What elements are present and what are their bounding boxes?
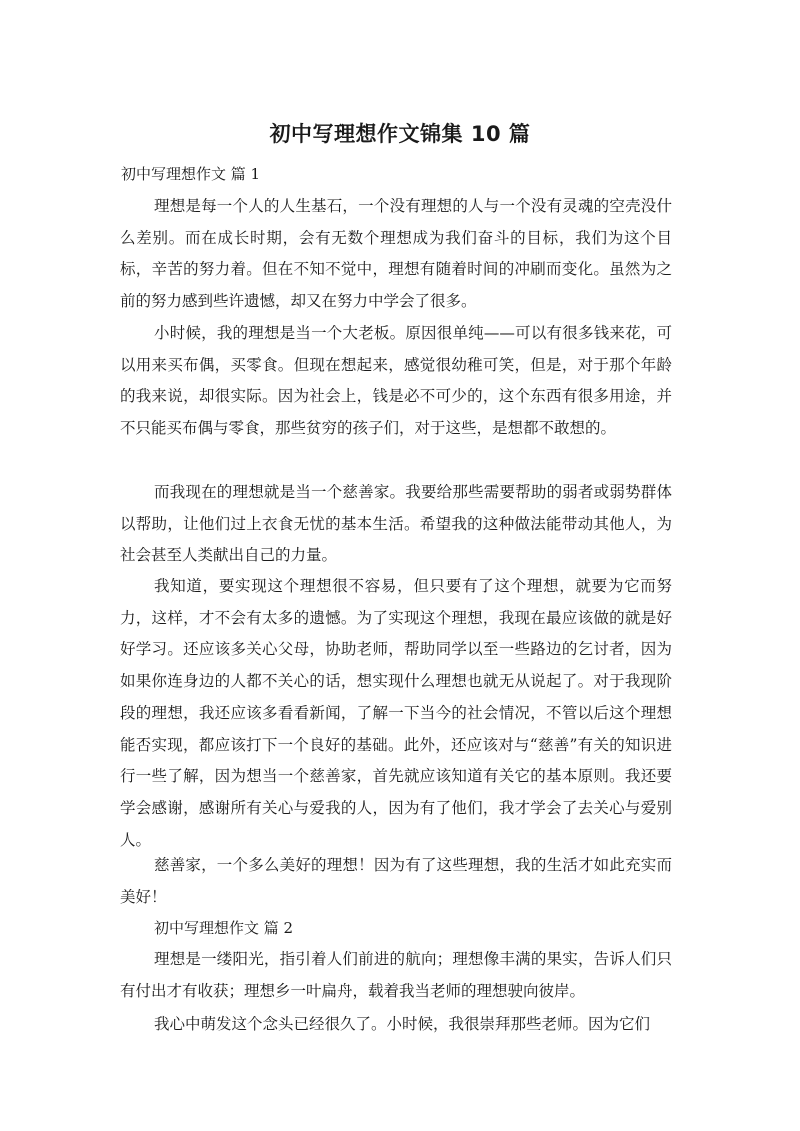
- paragraph: 我心中萌发这个念头已经很久了。小时候，我很崇拜那些老师。因为它们: [154, 1015, 651, 1033]
- section-heading-1: 初中写理想作文 篇 1: [121, 165, 261, 183]
- document-title: 初中写理想作文锦集 10 篇: [269, 122, 531, 146]
- paragraph: 慈善家，一个多么美好的理想！因为有了这些理想，我的生活才如此充实而美好！: [120, 856, 672, 906]
- paragraph: 我知道，要实现这个理想很不容易，但只要有了这个理想，就要为它而努力，这样，才不会有太多的遗憾。为了实现这个理想，我现在最应该做的就是好好学习。还应该多关心父母，协助老师，帮助同学以至一些路边的乞讨者，因为如果你连身边的人都不关心的话，想实现什么理想也就无从说起了。对于我现阶段的理想，我还应该多看看新闻，了解一下当今的社会情况，不管以后这个理想能否实现，都应该打下一个良好的基础。此外，还应该对与“慈善”有关的知识进行一些了解，因为想当一个慈善家，首先就应该知道有关它的基本原则。我还要学会感谢，感谢所有关心与爱我的人，因为有了他们，我才学会了去关心与爱别人。: [120, 577, 672, 849]
- paragraph: 理想是每一个人的人生基石，一个没有理想的人与一个没有灵魂的空壳没什么差别。而在成长时期，会有无数个理想成为我们奋斗的目标，我们为这个目标，辛苦的努力着。但在不知不觉中，理想有随着时间的冲刷而变化。虽然为之前的努力感到些许遗憾，却又在努力中学会了很多。: [120, 197, 672, 311]
- section-heading-2: 初中写理想作文 篇 2: [154, 919, 294, 937]
- paragraph: 理想是一缕阳光，指引着人们前进的航向；理想像丰满的果实，告诉人们只有付出才有收获；理想乡一叶扁舟，载着我当老师的理想驶向彼岸。: [120, 950, 672, 1000]
- paragraph: 小时候，我的理想是当一个大老板。原因很单纯——可以有很多钱来花，可以用来买布偶，买零食。但现在想起来，感觉很幼稚可笑，但是，对于那个年龄的我来说，却很实际。因为社会上，钱是必不可少的，这个东西有很多用途，并不只能买布偶与零食，那些贫穷的孩子们，对于这些，是想都不敢想的。: [120, 324, 672, 438]
- paragraph: 而我现在的理想就是当一个慈善家。我要给那些需要帮助的弱者或弱势群体以帮助，让他们过上衣食无忧的基本生活。希望我的这种做法能带动其他人，为社会甚至人类献出自己的力量。: [120, 483, 672, 565]
